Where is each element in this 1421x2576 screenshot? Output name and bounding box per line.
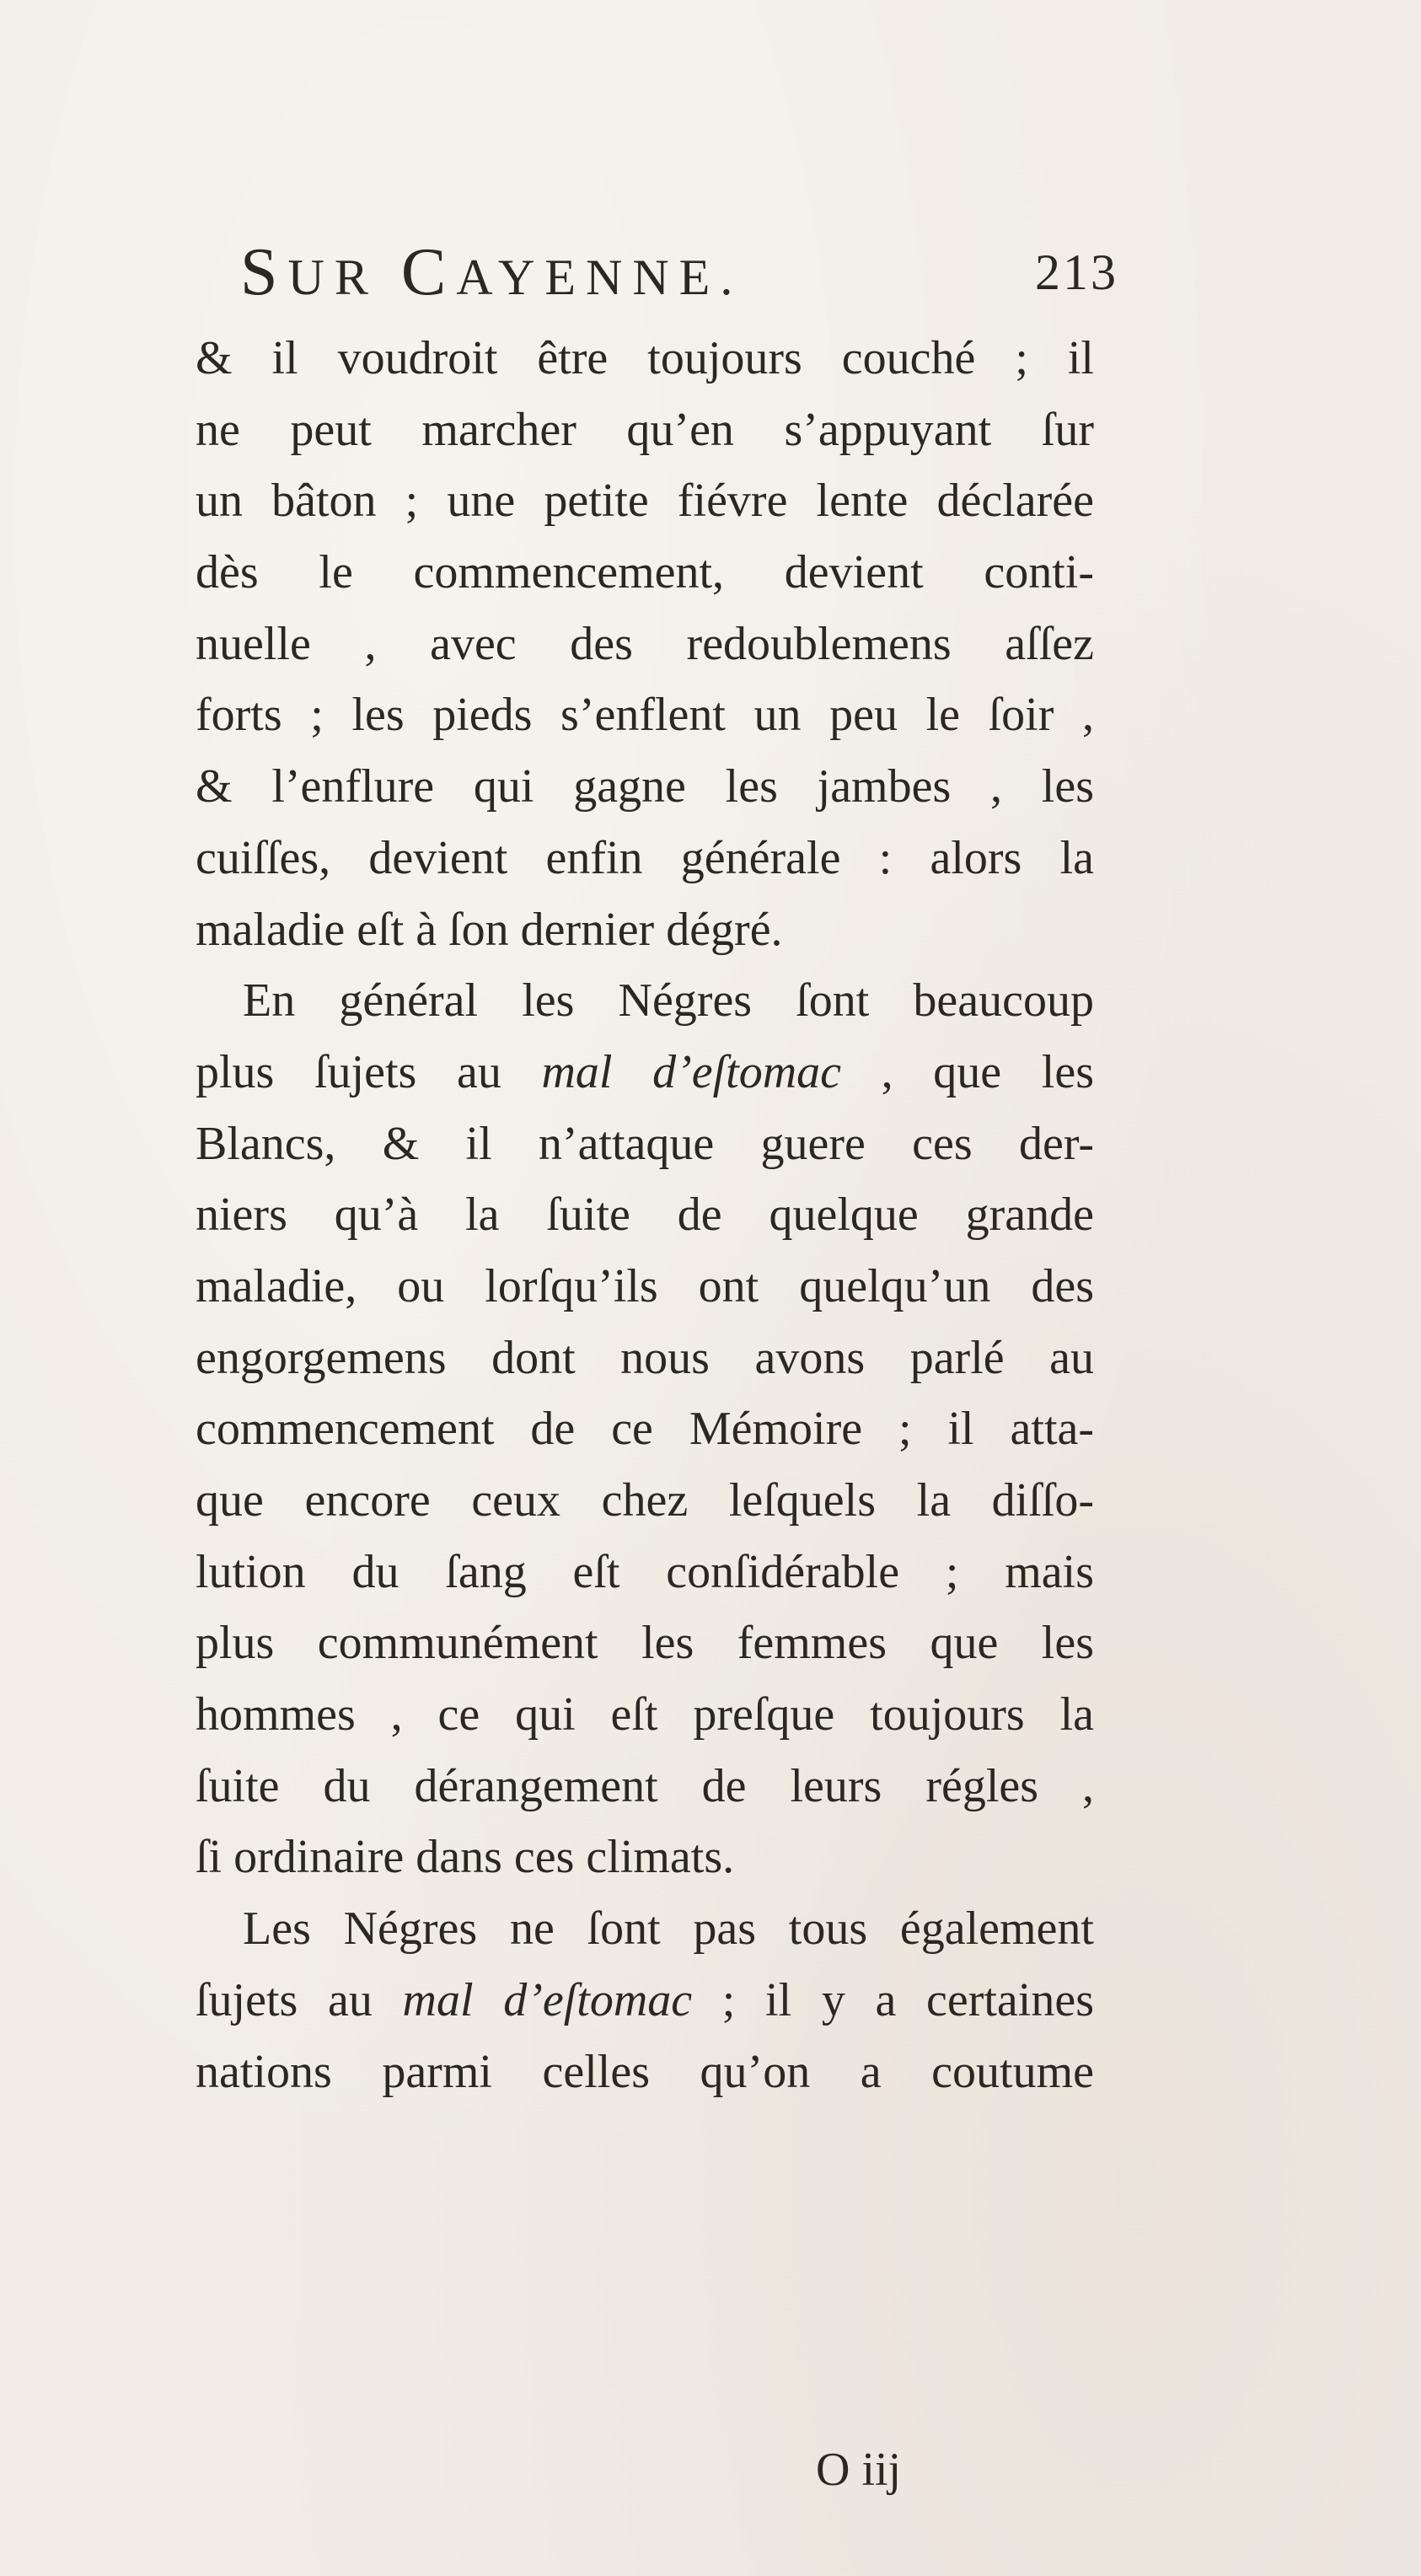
text-line: que encore ceux chez leſquels la diſſo- [196,1474,1094,1527]
italic-term: mal d’eſtomac [541,1045,842,1098]
text-line: ſi ordinaire dans ces climats. [196,1831,735,1884]
body-text [196,323,1094,2107]
text-span: ; il y a certaines [692,1973,1094,2026]
running-head-initial-c: C [400,235,457,309]
text-span: plus ſujets au [196,1045,542,1098]
italic-term: mal d’eſtomac [402,1973,693,2026]
running-head-word-cayenne: AYENNE. [456,250,743,305]
text-line: plus communément les femmes que les [196,1617,1094,1670]
text-line: commencement de ce Mémoire ; il atta- [196,1403,1094,1456]
text-line-with-italic [196,1037,1094,1108]
text-line: un bâton ; une petite fiévre lente déclarée [196,475,1094,528]
text-line: lution du ſang eſt conſidérable ; mais [196,1545,1094,1598]
text-line: forts ; les pieds s’enflent un peu le ſoir , [196,689,1094,742]
signature-mark: O iij [816,2444,902,2496]
text-line: Les Négres ne ſont pas tous également [243,1902,1094,1956]
text-line: dès le commencement, devient conti- [196,546,1094,599]
text-line: niers qu’à la ſuite de quelque grande [196,1189,1094,1242]
text-line: cuiſſes, devient enfin générale : alors la [196,831,1094,884]
text-line: maladie, ou lorſqu’ils ont quelqu’un des [196,1259,1094,1312]
page-header [240,235,1118,309]
text-line: maladie eſt à ſon dernier dégré. [196,903,783,956]
text-line: nations parmi celles qu’on a coutume [196,2045,1094,2098]
text-span: , que les [841,1045,1094,1098]
text-line: ſuite du dérangement de leurs régles , [196,1759,1094,1812]
page-number: 213 [1035,244,1118,300]
text-line: ne peut marcher qu’en s’appuyant ſur [196,403,1094,456]
running-head-word-sur: UR [287,250,401,305]
text-line: engorgemens dont nous avons parlé au [196,1331,1094,1384]
text-line: & l’enflure qui gagne les jambes , les [196,760,1094,813]
running-head [240,235,743,311]
text-line-with-italic [196,1965,1094,2037]
text-line: Blancs, & il n’attaque guere ces der- [196,1117,1094,1170]
text-line: hommes , ce qui eſt preſque toujours la [196,1688,1094,1741]
text-line: nuelle , avec des redoublemens aſſez [196,617,1094,670]
text-line: & il voudroit être toujours couché ; il [196,332,1094,384]
text-span: ſujets au [196,1973,403,2026]
running-head-initial-s: S [240,235,288,309]
text-line: En général les Négres ſont beaucoup [243,974,1094,1028]
